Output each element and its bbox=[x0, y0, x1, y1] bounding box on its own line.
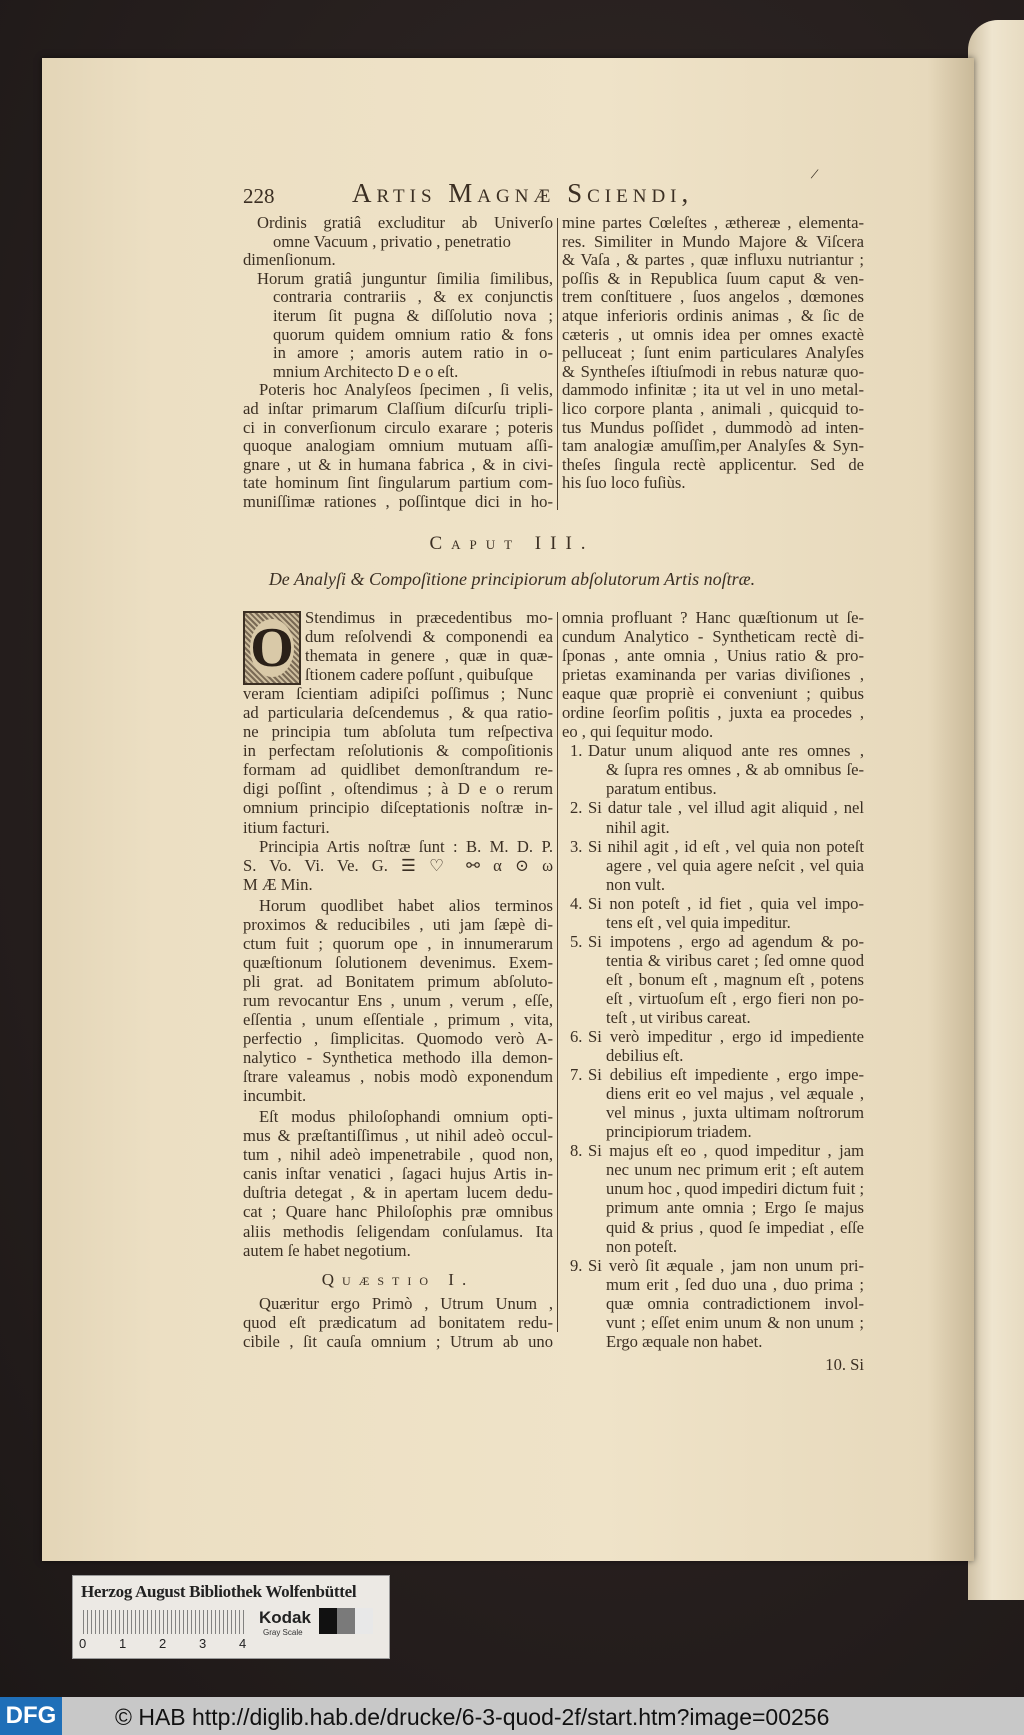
item-number: 6. bbox=[570, 1027, 583, 1047]
text-line: quid & prius , quod ſe impediat , eſſe bbox=[606, 1217, 864, 1237]
ruler-number: 1 bbox=[119, 1636, 127, 1651]
text-line: quæ omnia contradictionem invol- bbox=[606, 1293, 864, 1313]
text-line: tate hominum ſint ſingularum partium com- bbox=[243, 473, 553, 493]
text-line: Ergo æquale non habet. bbox=[606, 1331, 763, 1351]
chapter-subtitle: De Analyſi & Compoſitione principiorum abſolutorum Artis noſtræ. bbox=[268, 569, 756, 589]
running-title: Artis Magnæ Sciendi, bbox=[352, 178, 694, 208]
text-line: tum , nihil adeò impenetrabile , quod non, bbox=[243, 1145, 553, 1165]
lower-right-column bbox=[562, 608, 864, 1374]
quaestio-heading bbox=[243, 1266, 553, 1290]
text-line: pelluceat ; ſunt enim particulares Analyſes bbox=[562, 343, 864, 363]
text-line: Si non poteſt , id fiet , quia vel impo- bbox=[588, 893, 864, 913]
text-line: veram ſcientiam adipiſci poſſimus ; Nunc bbox=[243, 684, 553, 704]
text-line: ad particularia deſcendemus , & qua ratio- bbox=[243, 703, 553, 723]
column-rule-top bbox=[557, 218, 558, 510]
gray-swatch-white bbox=[355, 1608, 373, 1634]
paragraph bbox=[243, 684, 553, 836]
text-line: in amore ; amoris autem ratio in o- bbox=[273, 343, 553, 363]
lower-left-column bbox=[243, 608, 553, 1351]
text-line: Datur unum aliquod ante res omnes , bbox=[588, 741, 864, 761]
text-line: & ſupra res omnes , & ab omnibus ſe- bbox=[606, 760, 864, 780]
ruler-number: 0 bbox=[79, 1636, 87, 1651]
paragraph bbox=[243, 1294, 553, 1351]
top-right-column bbox=[562, 214, 864, 493]
text-line: non vult. bbox=[606, 874, 666, 894]
paragraph bbox=[243, 1107, 553, 1259]
text-line: S. Vo. Vi. Ve. G. ☰ ♡ ⚯ α ⊙ ω bbox=[243, 855, 553, 875]
numbered-item bbox=[562, 1065, 864, 1141]
item-number: 3. bbox=[570, 836, 583, 856]
page-number: 228 bbox=[243, 184, 275, 208]
text-line: canis inſtar venatici , ſagaci hujus Artis in- bbox=[243, 1164, 553, 1184]
dfg-logo: DFG bbox=[0, 1697, 62, 1735]
numbered-item bbox=[562, 1027, 864, 1065]
text-line: poſſis & in Republica ſuum caput & ven- bbox=[562, 268, 864, 288]
text-line: debilius eſt. bbox=[606, 1046, 684, 1066]
text-line: muniſſimæ rationes , poſſintque dici in ho- bbox=[243, 491, 553, 511]
text-line: theſes ſingula rectè applicentur. Sed de bbox=[562, 454, 864, 474]
text-line: Quæstio I. bbox=[321, 1269, 475, 1289]
text-line: eaque quæ propriè ei conveniunt ; quibus bbox=[562, 684, 864, 704]
ruler-number: 4 bbox=[239, 1636, 247, 1651]
item-number: 9. bbox=[570, 1255, 583, 1275]
text-line: perfectio , ſimplicitas. Quomodo verò A- bbox=[243, 1029, 553, 1049]
text-line: dimenſionum. bbox=[243, 250, 336, 270]
text-line: Principia Artis noſtræ ſunt : B. M. D. P. bbox=[259, 836, 553, 856]
text-line: diens erit eo vel majus , vel æquale , bbox=[606, 1084, 864, 1104]
item-number: 7. bbox=[570, 1065, 583, 1085]
text-line: Si datur tale , vel illud agit aliquid , nel bbox=[588, 798, 864, 818]
numbered-item bbox=[562, 798, 864, 836]
source-url[interactable]: © HAB http://diglib.hab.de/drucke/6-3-quod-2f/start.htm?image=00256 bbox=[115, 1704, 830, 1730]
text-line: primum ante omnia ; Ergo ſe majus bbox=[606, 1198, 864, 1218]
paragraph bbox=[243, 608, 553, 684]
text-line: Si nihil agit , id eſt , vel quia non poteſt bbox=[588, 836, 864, 856]
top-left-column bbox=[243, 214, 553, 512]
text-line: ſtionem cadere poſſunt , quibuſque bbox=[305, 665, 534, 685]
scale-ruler bbox=[83, 1610, 247, 1634]
text-line: eo , qui ſequitur modo. bbox=[562, 722, 714, 742]
numbered-item bbox=[562, 1141, 864, 1255]
numbered-item bbox=[562, 1256, 864, 1351]
paragraph bbox=[562, 1355, 864, 1374]
margin-mark: / bbox=[809, 165, 820, 184]
text-line: agere , vel quia agere neſcit , vel quia bbox=[606, 855, 864, 875]
text-line: cundum Analytico - Syntheticam rectè di- bbox=[562, 627, 864, 647]
numbered-item bbox=[562, 894, 864, 932]
text-line: trem conſtituere , ſuos angelos , dœmones bbox=[562, 287, 864, 307]
library-name: Herzog August Bibliothek Wolfenbüttel bbox=[81, 1582, 357, 1601]
text-line: ad inſtar primarum Claſſium diſcurſu tripli- bbox=[243, 398, 553, 418]
text-line: ſtrare valeamus , nobis modò exponendum bbox=[243, 1067, 553, 1087]
text-line: prietas examinanda per varias diviſiones , bbox=[562, 665, 864, 685]
paragraph bbox=[243, 837, 553, 894]
text-line: Horum gratiâ junguntur ſimilia ſimilibus, bbox=[257, 268, 553, 288]
text-line: non poteſt. bbox=[606, 1236, 677, 1256]
text-line: Horum quodlibet habet alios terminos bbox=[259, 895, 553, 915]
numbered-item bbox=[562, 837, 864, 894]
text-line: in perfectam reſolutionis & compoſitionis bbox=[243, 741, 553, 761]
text-line: eſt , bonum eſt , magnum eſt , potens bbox=[606, 969, 864, 989]
text-line: atque inferioris ordinis animas , & ſic de bbox=[562, 305, 864, 325]
text-line: vunt ; eſſet enim unum & non unum ; bbox=[606, 1312, 864, 1332]
text-line: mnium Architecto D e o eſt. bbox=[273, 361, 459, 381]
paragraph bbox=[243, 251, 553, 270]
text-line: contraria contrariis , & ex conjunctis bbox=[273, 287, 553, 307]
text-line: teſt , ut viribus careat. bbox=[606, 1007, 751, 1027]
text-line: ci in converſionum circulo exarare ; poteris bbox=[243, 417, 553, 437]
column-rule-lower bbox=[557, 612, 558, 1332]
text-line: omne Vacuum , privatio , penetratio bbox=[273, 231, 511, 251]
text-line: dum reſolvendi & componendi ea bbox=[305, 627, 553, 647]
text-line: themata in genere , quæ in quæ- bbox=[305, 646, 553, 666]
footer-bar bbox=[0, 1697, 1024, 1735]
text-line: res. Similiter in Mundo Majore & Viſcera bbox=[562, 231, 864, 251]
text-line: Si impotens , ergo ad agendum & po- bbox=[588, 931, 864, 951]
text-line: omnium principio diſceptationis noſtræ in- bbox=[243, 798, 553, 818]
text-line: vel minus , juxta ultimam noſtrorum bbox=[606, 1103, 864, 1123]
text-line: tus Mundus poſſidet , dummodò ad inten- bbox=[562, 417, 864, 437]
text-line: pli grat. ad Bonitatem primum abſoluto- bbox=[243, 971, 553, 991]
item-number: 8. bbox=[570, 1141, 583, 1161]
text-line: lico corpore planta , animali , quicquid to- bbox=[562, 398, 864, 418]
library-color-target-label bbox=[72, 1575, 390, 1659]
text-line: ordine ſeorſim poſitis , juxta ea procedes , bbox=[562, 703, 864, 723]
paragraph bbox=[243, 270, 553, 382]
text-line: itium facturi. bbox=[243, 817, 330, 837]
item-number: 1. bbox=[570, 741, 583, 761]
text-line: unum hoc , quod impediri dictum fuit ; bbox=[606, 1179, 865, 1199]
text-line: his ſuo loco fuſiùs. bbox=[562, 473, 686, 493]
paragraph bbox=[562, 214, 864, 493]
paragraph bbox=[243, 896, 553, 1106]
numbered-item bbox=[562, 741, 864, 798]
text-line: M Æ Min. bbox=[243, 874, 313, 894]
paragraph bbox=[243, 214, 553, 251]
gray-swatch-black bbox=[319, 1608, 337, 1634]
text-line: quorum quidem omnium ratio & fons bbox=[273, 324, 553, 344]
text-line: ſponas , ante omnia , Unius ratio & pro- bbox=[562, 646, 864, 666]
text-line: Poteris hoc Analyſeos ſpecimen , ſi velis, bbox=[259, 380, 553, 400]
text-line: ne principia tum abſoluta tum reſpectiva bbox=[243, 722, 553, 742]
text-line: digi poſſint , oſtendimus ; à D e o rerum bbox=[243, 779, 553, 799]
paragraph bbox=[562, 608, 864, 741]
text-line: eſſentia , unum eſſentiale , primum , vita, bbox=[243, 1009, 553, 1029]
text-line: Quæritur ergo Primò , Utrum Unum , bbox=[259, 1293, 553, 1313]
text-line: formam ad quidlibet demonſtrandum re- bbox=[243, 760, 553, 780]
numbered-item bbox=[562, 932, 864, 1027]
item-number: 5. bbox=[570, 931, 583, 951]
ruler-number: 3 bbox=[199, 1636, 207, 1651]
ornamental-initial bbox=[243, 611, 301, 685]
text-line: autem ſe habet negotium. bbox=[243, 1240, 411, 1260]
text-line: mine partes Cœleſtes , æthereæ , elementa- bbox=[562, 213, 864, 232]
text-line: gnare , ut & in humana fabrica , & in civi- bbox=[243, 454, 553, 474]
text-line: nec unum nec primum erit ; eſt autem bbox=[606, 1160, 864, 1180]
ruler-number: 2 bbox=[159, 1636, 167, 1651]
text-line: principiorum triadem. bbox=[606, 1122, 752, 1142]
facing-page-edge bbox=[968, 20, 1024, 1600]
text-line: cæteris , ut omnis idea per omnes exactè bbox=[562, 324, 864, 344]
text-line: paratum entibus. bbox=[606, 779, 717, 799]
initial-letter: O bbox=[250, 617, 294, 679]
item-number: 4. bbox=[570, 893, 583, 913]
text-line: quæſtionum ſolutionem devenimus. Exem- bbox=[243, 952, 553, 972]
paragraph bbox=[243, 381, 553, 511]
text-line: quoque analogiam omnium mutuam aſſi- bbox=[243, 436, 553, 456]
text-line: & Vaſa , & partes , quæ influxu nutriantur ; bbox=[562, 250, 864, 270]
text-line: tens eſt , vel quia impeditur. bbox=[606, 912, 791, 932]
text-line: incumbit. bbox=[243, 1086, 307, 1106]
chapter-heading: Caput III. bbox=[429, 533, 595, 554]
text-line: nihil agit. bbox=[606, 817, 670, 837]
text-line: omnia profluant ? Hanc quæſtionum ut ſe- bbox=[562, 608, 864, 627]
text-line: Eſt modus philoſophandi omnium opti- bbox=[259, 1107, 553, 1127]
text-line: cat ; Quare hanc Philoſophis præ omnibus bbox=[243, 1202, 553, 1222]
text-line: Si verò impeditur , ergo id impediente bbox=[588, 1027, 864, 1047]
text-line: Si debilius eſt impediente , ergo impe- bbox=[588, 1065, 864, 1085]
gray-scale-caption: Gray Scale bbox=[263, 1628, 303, 1637]
text-line: ctum fuit ; quorum ope , in innumerarum bbox=[243, 933, 553, 953]
text-line: iterum ſit pugna & diſſolutio nova ; bbox=[273, 305, 553, 325]
text-line: rum revocantur Ens , unum , verum , eſſe, bbox=[243, 990, 553, 1010]
text-line: duſtria detegat , & in apertam lucem dedu- bbox=[243, 1183, 553, 1203]
text-line: 10. Si bbox=[825, 1354, 864, 1374]
text-line: cibile , ſit cauſa omnium ; Utrum ab uno bbox=[243, 1331, 553, 1351]
text-line: aliis methodis ſeligendam conſulamus. Ita bbox=[243, 1221, 553, 1241]
text-line: tam analogiæ amuſſim,per Analyſes & Syn- bbox=[562, 436, 864, 456]
text-line: Stendimus in præcedentibus mo- bbox=[305, 608, 553, 627]
gray-swatch-mid bbox=[337, 1608, 355, 1634]
text-line: quod eſt prædicatum ad bonitatem redu- bbox=[243, 1312, 553, 1332]
item-number: 2. bbox=[570, 798, 583, 818]
text-line: nalytico - Synthetica methodo illa demon- bbox=[243, 1048, 553, 1068]
text-line: eſt , virtuoſum eſt , ergo fieri non po- bbox=[606, 988, 864, 1008]
text-line: mus & præſtantiſſimus , ut nihil adeò occul- bbox=[243, 1126, 553, 1146]
kodak-brand: Kodak bbox=[259, 1608, 311, 1627]
text-line: Ordinis gratiâ excluditur ab Univerſo bbox=[257, 213, 553, 232]
text-line: Si majus eſt eo , quod impeditur , jam bbox=[588, 1141, 864, 1161]
text-line: proximos & reducibiles , uti jam ſæpè di- bbox=[243, 914, 553, 934]
text-line: dammodo infinitæ ; ita ut vel in uno metal- bbox=[562, 380, 864, 400]
text-line: & Syntheſes iſtiuſmodi in rebus naturæ quo- bbox=[562, 361, 864, 381]
text-line: Si verò ſit æquale , jam non unum pri- bbox=[588, 1255, 864, 1275]
text-line: tentia & viribus caret ; ſed omne quod bbox=[606, 950, 864, 970]
text-line: mum erit , ſed duo una , duo prima ; bbox=[606, 1274, 864, 1294]
